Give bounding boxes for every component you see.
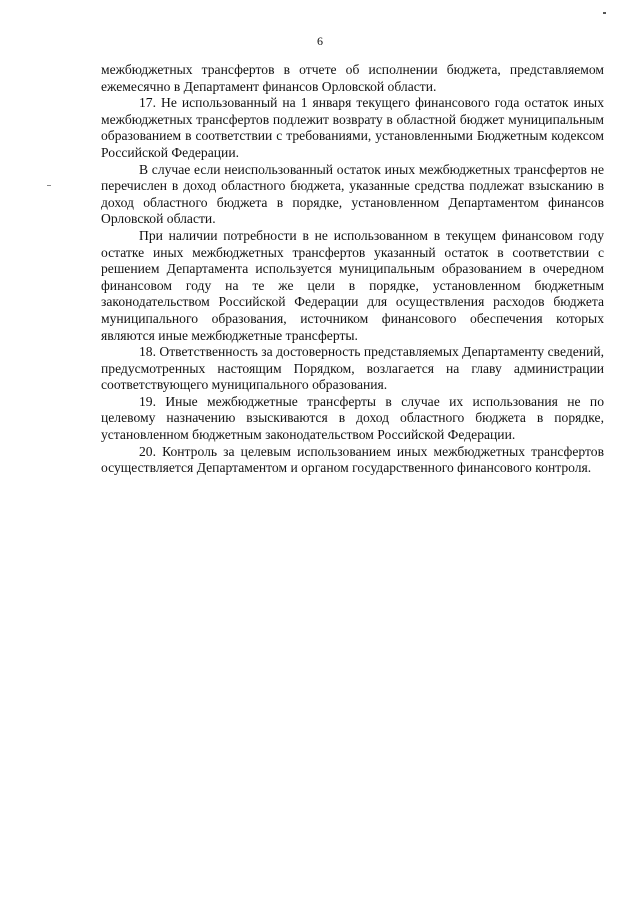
scan-artifact-mark	[603, 12, 606, 14]
scan-artifact-mark	[47, 185, 51, 186]
paragraph-item-20: 20. Контроль за целевым использованием иных межбюджетных трансфертов осуществляется Департаментом и органом государственного финансового контроля.	[101, 443, 604, 476]
page-number: 6	[317, 34, 323, 48]
paragraph-item-17: 17. Не использованный на 1 января текущего финансового года остаток иных межбюджетных трансфертов подлежит возврату в областной бюджет муниципальным образованием в соответствии с требованиями, установленными Бюджетным кодексом Российской Федерации.	[101, 95, 604, 160]
paragraph-item-17-case: В случае если неиспользованный остаток иных межбюджетных трансфертов не перечислен в доход областного бюджета, указанные средства подлежат взысканию в доход областного бюджета в порядке, установленном Департаментом финансов Орловской области.	[101, 161, 604, 227]
paragraph-continuation: межбюджетных трансфертов в отчете об исполнении бюджета, представляемом ежемесячно в Департамент финансов Орловской области.	[101, 62, 604, 94]
paragraph-item-17-need: При наличии потребности в не использованном в текущем финансовом году остатке иных межбюджетных трансфертов указанный остаток в соответствии с решением Департамента используется муниципальным образованием в очередном финансовом году на те же цели в порядке, установленном бюджетным законодательством Российской Федерации для осуществления расходов бюджета муниципального образования, источником финансового обеспечения которых являются иные межбюджетные трансферты.	[101, 227, 604, 343]
paragraph-item-18: 18. Ответственность за достоверность представляемых Департаменту сведений, предусмотренных настоящим Порядком, возлагается на главу администрации соответствующего муниципального образования.	[101, 344, 604, 393]
paragraph-item-19: 19. Иные межбюджетные трансферты в случае их использования не по целевому назначению взыскиваются в доход областного бюджета в порядке, установленном бюджетным законодательством Российской Федерации.	[101, 393, 604, 443]
document-body	[101, 62, 604, 477]
